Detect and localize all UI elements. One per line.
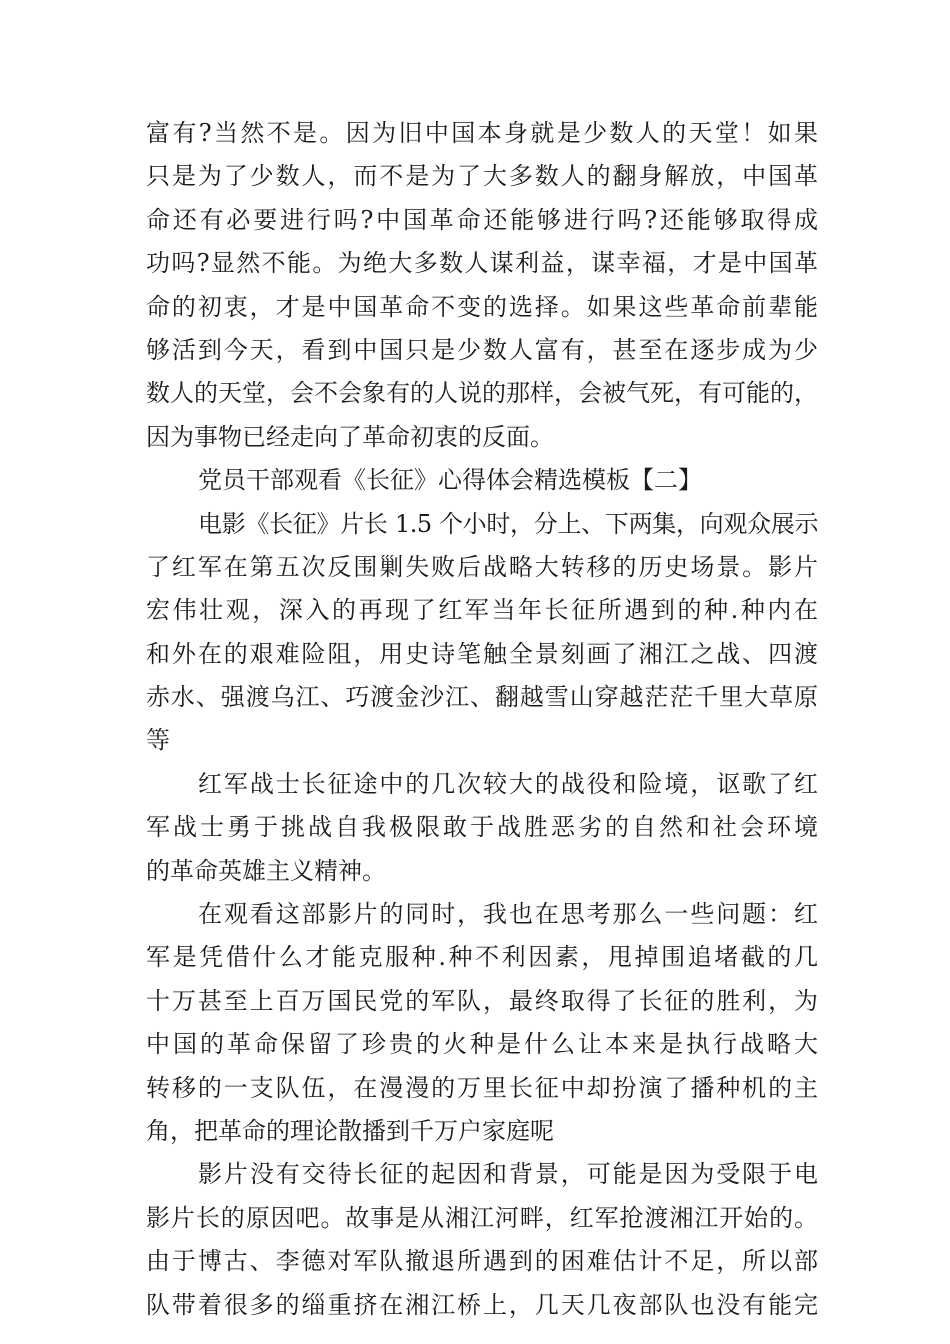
text-line: 数人的天堂，会不会象有的人说的那样，会被气死，有可能的， [146,379,818,408]
text-line: 红军战士长征途中的几次较大的战役和险境，讴歌了红 [198,769,818,798]
text-line: 够活到今天，看到中国只是少数人富有，甚至在逐步成为少 [146,335,818,364]
text-line: 富有?当然不是。因为旧中国本身就是少数人的天堂！如果 [146,119,818,147]
text-line: 军是凭借什么才能克服种.种不利因素，甩掉围追堵截的几 [146,943,818,972]
text-line: 队带着很多的缁重挤在湘江桥上，几天几夜部队也没有能完 [146,1290,818,1319]
text-line: 影片没有交待长征的起因和背景，可能是因为受限于电 [198,1160,818,1189]
text-line: 电影《长征》片长 1.5 个小时，分上、下两集，向观众展示 [198,509,818,538]
document-body [146,112,818,1327]
text-line: 十万甚至上百万国民党的军队，最终取得了长征的胜利，为 [146,986,818,1015]
text-line: 在观看这部影片的同时，我也在思考那么一些问题：红 [198,900,818,929]
text-line: 赤水、强渡乌江、巧渡金沙江、翻越雪山穿越茫茫千里大草原 [146,683,818,712]
text-line: 只是为了少数人，而不是为了大多数人的翻身解放，中国革 [146,162,818,191]
text-line: 中国的革命保留了珍贵的火种是什么让本来是执行战略大 [146,1030,818,1059]
text-line: 了红军在第五次反围剿失败后战略大转移的历史场景。影片 [146,552,818,581]
text-line: 和外在的艰难险阻，用史诗笔触全景刻画了湘江之战、四渡 [146,639,818,668]
text-line: 影片长的原因吧。故事是从湘江河畔，红军抢渡湘江开始的。 [146,1203,818,1232]
text-line: 党员干部观看《长征》心得体会精选模板【二】 [198,466,702,495]
text-line: 等 [146,726,170,755]
text-line: 的革命英雄主义精神。 [146,856,386,885]
text-line: 因为事物已经走向了革命初衷的反面。 [146,422,554,451]
text-line: 由于博古、李德对军队撤退所遇到的困难估计不足，所以部 [146,1247,818,1276]
text-line: 功吗?显然不能。为绝大多数人谋利益，谋幸福，才是中国革 [146,249,818,278]
text-line: 宏伟壮观，深入的再现了红军当年长征所遇到的种.种内在 [146,596,818,625]
text-line: 命的初衷，才是中国革命不变的选择。如果这些革命前辈能 [146,292,818,321]
text-line: 命还有必要进行吗?中国革命还能够进行吗?还能够取得成 [146,205,818,234]
text-line: 转移的一支队伍，在漫漫的万里长征中却扮演了播种机的主 [146,1073,818,1102]
text-line: 军战士勇于挑战自我极限敢于战胜恶劣的自然和社会环境 [146,813,818,842]
text-line: 角，把革命的理论散播到千万户家庭呢 [146,1116,554,1145]
